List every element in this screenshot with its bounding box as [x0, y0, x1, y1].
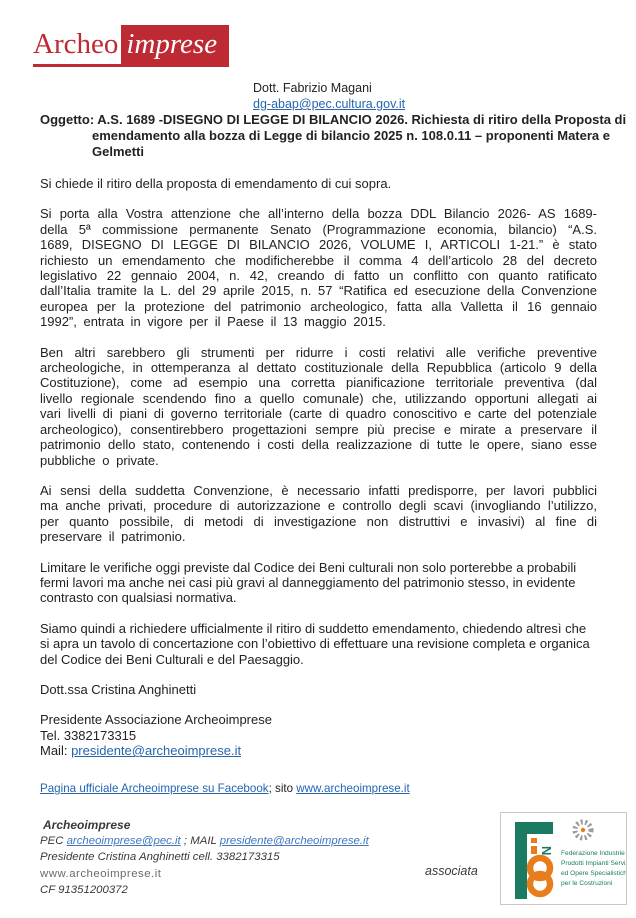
paragraph-1: Si chiede il ritiro della proposta di emendamento di cui sopra. [40, 176, 392, 191]
finco-i-dot [531, 838, 537, 843]
signature-block [40, 712, 597, 758]
facebook-page-link[interactable]: Pagina ufficiale Archeoimprese su Facebook [40, 782, 269, 795]
pec-email-link[interactable]: archeoimprese@pec.it [66, 835, 181, 848]
subject-text: A.S. 1689 -DISEGNO DI LEGGE DI BILANCIO 2026. Richiesta di ritiro della Proposta di emendamento alla bozza di Legge di bilancio 2025 n. 108.0.11 – proponenti Matera e Gelmetti [92, 112, 627, 159]
footer-president-line: Presidente Cristina Anghinetti cell. 3382173315 [40, 851, 280, 864]
footer-mail-link[interactable]: presidente@archeoimprese.it [219, 835, 369, 848]
signatory-role: Presidente Associazione Archeoimprese [40, 712, 272, 728]
associata-label: associata [425, 864, 478, 878]
recipient-block [253, 80, 405, 112]
finco-text-line-1: Federazione Industrie [561, 850, 625, 857]
signatory-name: Dott.ssa Cristina Anghinetti [40, 681, 197, 697]
signatory-email-link[interactable]: presidente@archeoimprese.it [71, 743, 242, 759]
subject-label: Oggetto: [40, 112, 95, 127]
finco-n-letter: N [539, 846, 554, 856]
paragraph-5: Limitare le verifiche oggi previste dal Codice dei Beni culturali non solo porterebbe a probabili fermi lavori ma anche nei casi più gravi al danneggiamento del patrimonio stesso, in evidente contrasto con qualsiasi normativa. [40, 559, 577, 606]
social-links-line [40, 782, 410, 795]
footer-website: www.archeoimprese.it [40, 867, 162, 880]
pec-label: PEC [40, 835, 67, 848]
paragraph-6: Siamo quindi a richiedere ufficialmente il ritiro di suddetto emendamento, chiedendo altresì che si apra un tavolo di concertazione con l’obiettivo di effettuare una revisione completa e organica del Codice dei Beni Culturali e del Paesaggio. [40, 620, 590, 667]
mail-label: Mail: [40, 743, 72, 759]
finco-text-line-2: Prodotti Impianti Servizi [561, 860, 626, 867]
paragraph-2: Si porta alla Vostra attenzione che all’interno della bozza DDL Bilancio 2026- AS 1689- della 5ª commissione permanente Senato (Programmazione economia, bilancio) “A.S. 1689, DISEGNO DI LEGGE DI BILANCIO 2026, VOLUME I, ARTICOLI 1-21.” è stato richiesto un emendamento che modificherebbe il comma 4 dell’articolo 28 del decreto legislativo 22 gennaio 2004, n. 42, creando di fatto un conflitto con quanto ratificato dall’Italia tramite la L. del 29 aprile 2015, n. 57 “Ratifica ed esecuzione della Convenzione europea per la protezione del patrimonio archeologico, fatta alla Valletta il 16 gennaio 1992”, entrata in vigore per il Paese il 13 maggio 2015. [40, 206, 597, 330]
recipient-email-link[interactable]: dg-abap@pec.cultura.gov.it [253, 97, 406, 111]
letter-body [40, 176, 597, 759]
subject-line [40, 112, 636, 160]
footer-fiscal-code: CF 91351200372 [40, 883, 128, 896]
finco-logo-graphic [501, 813, 626, 904]
finco-text-line-4: per le Costruzioni [561, 880, 613, 887]
finco-i-stem [531, 846, 537, 854]
finco-f-horizontal-bar [515, 822, 553, 834]
finco-logo [500, 812, 627, 905]
paragraph-4: Ai sensi della suddetta Convenzione, è necessario infatti predisporre, per lavori pubblici ma anche privati, procedure di autorizzazione e controllo degli scavi (invogliando l’utilizzo, per quanto possibile, di metodi di investigazione non distruttivi e invasivi) al fine di preservare il patrimonio. [40, 482, 597, 545]
archeoimprese-logo [33, 25, 229, 67]
website-link[interactable]: www.archeoimprese.it [296, 782, 410, 795]
footer-mid-separator: ; MAIL [180, 835, 220, 848]
gear-icon [575, 822, 591, 838]
footer-signature [40, 817, 369, 898]
footer-company-name: Archeoimprese [43, 818, 131, 832]
signatory-phone: Tel. 3382173315 [40, 727, 137, 743]
finco-text-line-3: ed Opere Specialistiche [561, 870, 626, 877]
logo-text-archeo: Archeo [33, 25, 121, 67]
recipient-name: Dott. Fabrizio Magani [253, 81, 372, 95]
logo-text-imprese: imprese [121, 25, 229, 67]
finco-o-ring [530, 874, 550, 894]
links-separator: ; sito [268, 782, 297, 795]
paragraph-3: Ben altri sarebbero gli strumenti per ridurre i costi relativi alle verifiche preventive archeologiche, in ottemperanza al dettato costituzionale della Repubblica (articolo 9 della Costituzione), come ad esempio una corretta pianificazione territoriale preventiva (dal livello regionale scendendo fino a quello comunale) che, utilizzando opportuni allegati ai vari livelli di piani di governo territoriale (carte di quadro conoscitivo e carte del potenziale archeologico), consentirebbero progettazioni sempre più precise e mirate a preservare il patrimonio dello stato, contenendo i costi della realizzazione di tutte le opere, siano esse pubbliche o private. [40, 344, 597, 468]
